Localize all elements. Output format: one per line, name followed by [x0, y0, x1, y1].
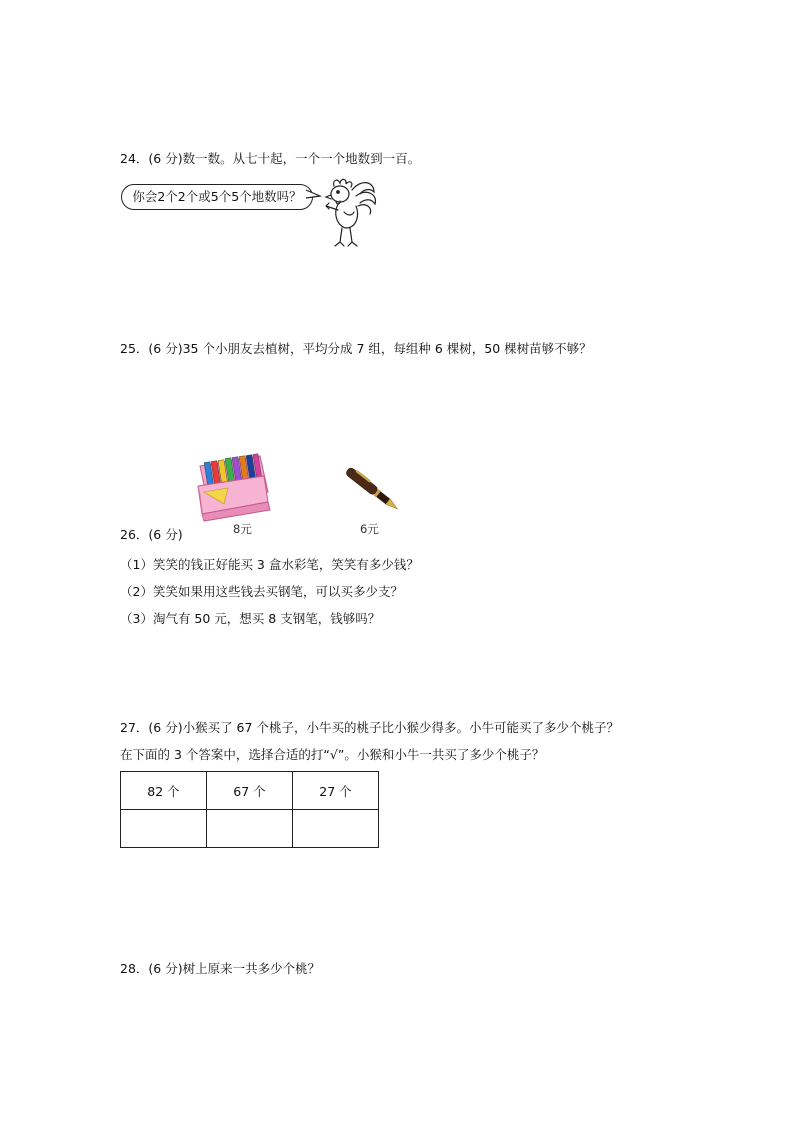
option-27: 27 个: [293, 772, 379, 810]
question-26-part-2: （2）笑笑如果用这些钱去买钢笔，可以买多少支？: [120, 584, 403, 599]
answer-options-table: [120, 771, 379, 848]
question-26: 26．(6 分): [120, 527, 183, 542]
fountain-pen-icon: [336, 456, 406, 522]
answer-cell-82[interactable]: [121, 810, 207, 848]
crayon-price: 8元: [233, 522, 252, 536]
rooster-illustration: [318, 176, 380, 250]
question-24: 24．(6 分)数一数。从七十起，一个一个地数到一百。: [120, 151, 421, 166]
question-25: 25．(6 分)35 个小朋友去植树，平均分成 7 组，每组种 6 棵树，50 棵树苗够不够？: [120, 341, 592, 356]
question-28: 28．(6 分)树上原来一共多少个桃？: [120, 961, 321, 976]
option-82: 82 个: [121, 772, 207, 810]
crayon-box-icon: [194, 452, 272, 522]
option-67: 67 个: [207, 772, 293, 810]
answer-cell-27[interactable]: [293, 810, 379, 848]
question-26-part-3: （3）淘气有 50 元，想买 8 支钢笔，钱够吗？: [120, 611, 381, 626]
question-26-part-1: （1）笑笑的钱正好能买 3 盒水彩笔，笑笑有多少钱？: [120, 557, 419, 572]
answer-cell-67[interactable]: [207, 810, 293, 848]
question-27-line-2: 在下面的 3 个答案中，选择合适的打“√”。小猴和小牛一共买了多少个桃子？: [120, 747, 545, 762]
pen-price: 6元: [360, 522, 379, 536]
speech-bubble: 你会2个2个或5个5个地数吗？: [121, 184, 313, 210]
question-27-line-1: 27．(6 分)小猴买了 67 个桃子，小牛买的桃子比小猴少得多。小牛可能买了多少个桃子？: [120, 720, 619, 735]
